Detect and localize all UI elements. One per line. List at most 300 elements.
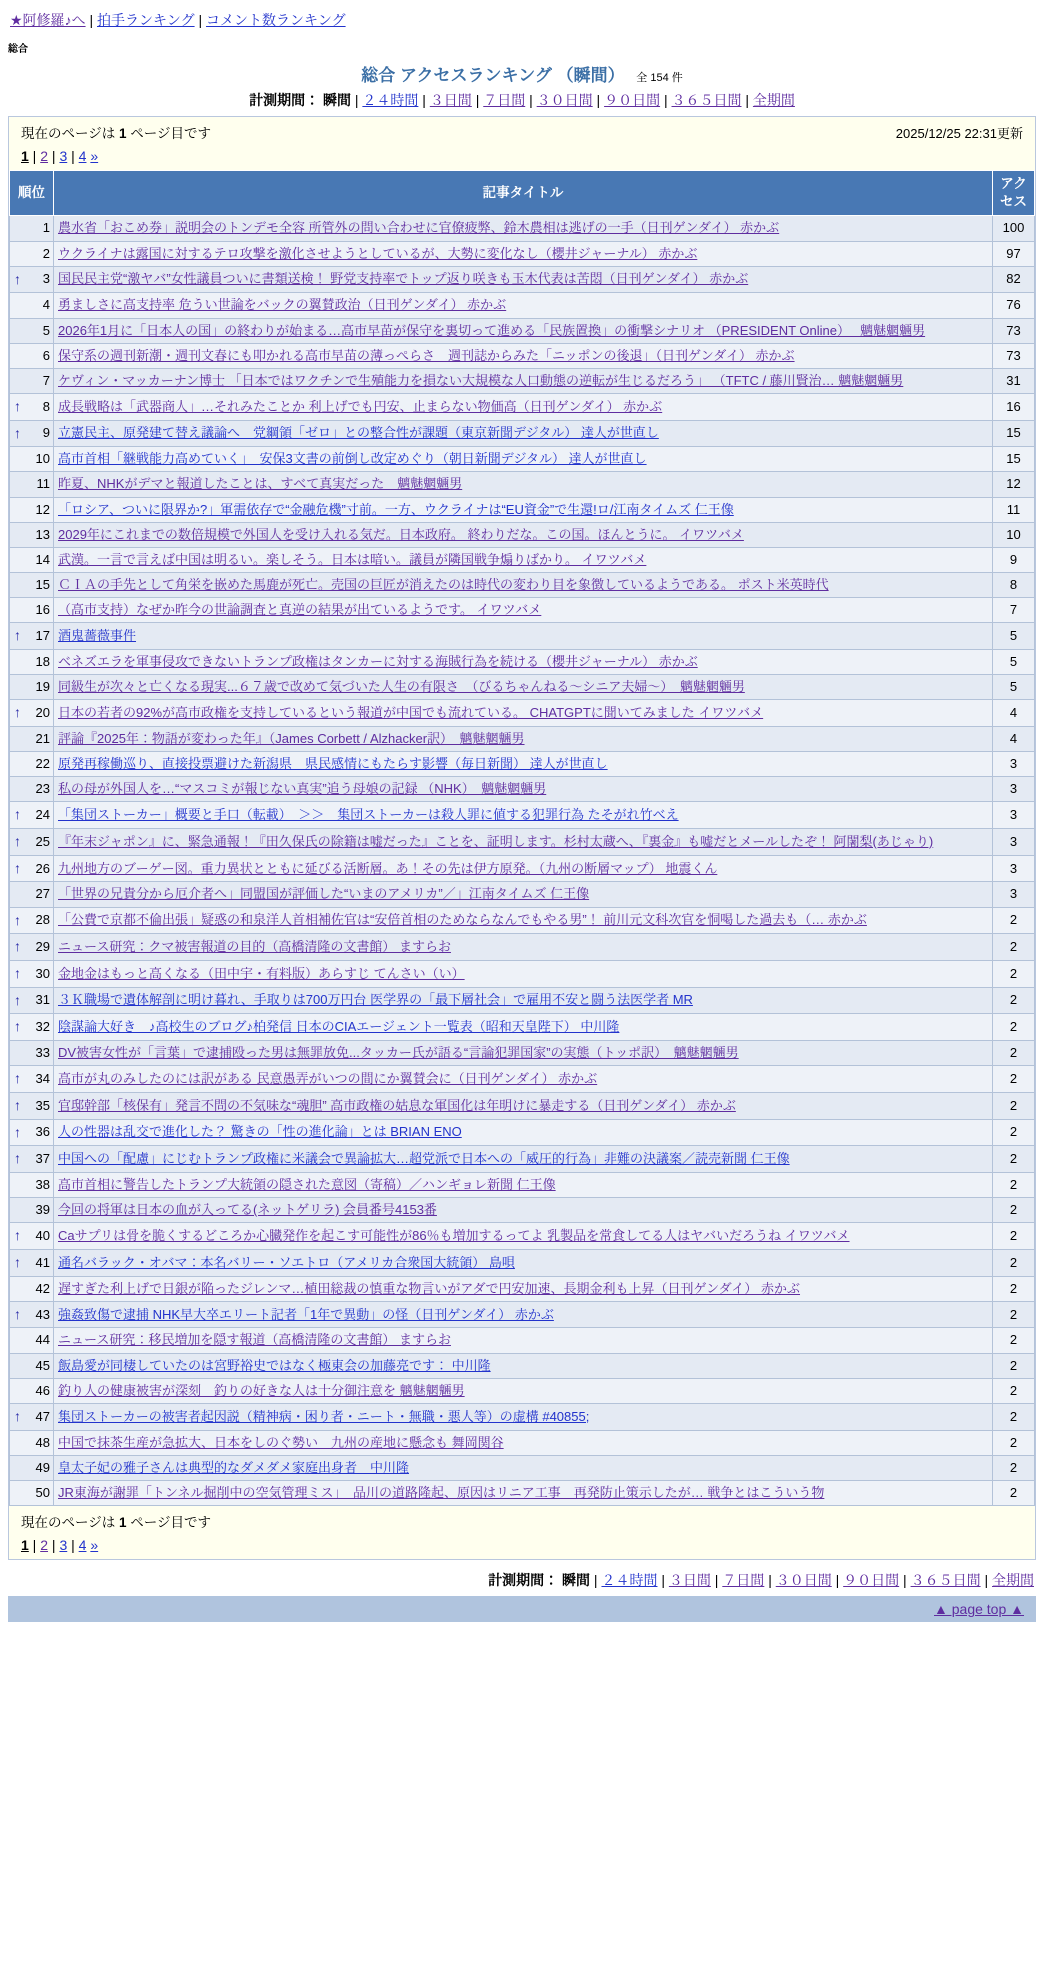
rank-number: 37 <box>35 1151 50 1167</box>
title-block <box>8 61 1036 86</box>
table-row <box>10 318 1035 343</box>
period-link[interactable]: ３日間 <box>429 92 472 108</box>
separator: | <box>590 1571 602 1588</box>
access-count: 82 <box>993 266 1035 293</box>
article-link[interactable]: 陰謀論大好き＿♪高校生のブログ♪柏発信 日本のCIAエージェント一覧表（昭和天皇陛下） 中川隆 <box>58 1019 620 1035</box>
rank-number: 13 <box>35 526 50 542</box>
title-cell <box>54 318 993 343</box>
table-row <box>10 1223 1035 1250</box>
separator: | <box>194 12 206 28</box>
article-link[interactable]: 「ロシア、ついに限界か?」軍需依存で“金融危機”寸前。一方、ウクライナは“EU資金”で生還!ロ/江南タイムズ 仁王像 <box>58 501 734 517</box>
table-row <box>10 1403 1035 1430</box>
title-cell <box>54 547 993 572</box>
article-link[interactable]: 金地金はもっと高くなる（田中宇・有料版）あらすじ てんさい（い） <box>58 965 465 981</box>
separator: | <box>418 92 430 108</box>
rank-up-arrow-icon: ↑ <box>14 1305 21 1322</box>
article-link[interactable]: 「世界の兄貴分から厄介者へ」同盟国が評価した“いまのアメリカ”／」江南タイムズ 仁王像 <box>58 886 590 902</box>
period-nav-bottom <box>8 1570 1034 1590</box>
article-link[interactable]: DV被害女性が「言葉」で逮捕殴った男は無罪放免...タッカー氏が語る“言論犯罪国家”の実態（トッポ訳） 魑魅魍魎男 <box>58 1045 739 1061</box>
access-count: 5 <box>993 623 1035 650</box>
rank-up-arrow-icon: ↑ <box>14 1407 21 1424</box>
rank-cell <box>10 1328 54 1353</box>
rank-cell <box>10 855 54 882</box>
article-link[interactable]: 高市首相に警告したトランプ大統領の隠された意図（寄稿）／ハンギョレ新聞 仁王像 <box>58 1176 556 1192</box>
table-row <box>10 1041 1035 1066</box>
info-line <box>21 122 1023 142</box>
rank-cell <box>10 1172 54 1197</box>
table-row <box>10 1146 1035 1173</box>
table-row <box>10 472 1035 497</box>
table-row <box>10 241 1035 266</box>
rank-number: 19 <box>35 679 50 695</box>
rank-up-arrow-icon: ↑ <box>14 1150 21 1167</box>
article-link[interactable]: 高市首相「継戦能力高めていく」 安保3文書の前倒し改定めぐり（朝日新聞デジタル） 達人が世直し <box>58 451 647 467</box>
page-link[interactable]: » <box>90 1536 99 1553</box>
title-cell <box>54 1014 993 1041</box>
rank-number: 1 <box>42 220 50 236</box>
article-link[interactable]: 釣り人の健康被害が深刻 釣りの好きな人は十分御注意を 魑魅魍魎男 <box>58 1382 465 1398</box>
access-count: 4 <box>993 726 1035 751</box>
article-link[interactable]: 飯島愛が同棲していたのは宮野裕史ではなく極東会の加藤亮です： 中川隆 <box>58 1357 491 1373</box>
title-cell <box>54 1301 993 1328</box>
access-count: 2 <box>993 1172 1035 1197</box>
article-link[interactable]: 高市が丸のみしたのには訳がある 民意愚弄がいつの間にか翼賛会に（日刊ゲンダイ） 赤かぶ <box>58 1070 598 1086</box>
access-count: 2 <box>993 1066 1035 1093</box>
access-count: 12 <box>993 472 1035 497</box>
article-link[interactable]: ケヴィン・マッカーナン博士 「日本ではワクチンで生殖能力を損ない大規模な人口動態の逆転が生じるだろう」 （TFTC / 藤川賢治… 魑魅魍魎男 <box>58 372 904 388</box>
rank-cell <box>10 1041 54 1066</box>
separator: | <box>741 92 753 108</box>
separator: | <box>67 148 79 164</box>
separator: | <box>592 92 605 108</box>
period-link[interactable]: 全期間 <box>752 92 795 108</box>
title-cell <box>54 472 993 497</box>
table-row <box>10 650 1035 675</box>
period-nav-items <box>562 1572 1034 1588</box>
rank-up-arrow-icon: ↑ <box>14 1018 21 1035</box>
rank-up-arrow-icon: ↑ <box>14 964 21 981</box>
rank-cell <box>10 573 54 598</box>
access-count: 2 <box>993 1041 1035 1066</box>
article-link[interactable]: 私の母が外国人を…“マスコミが報じない真実”追う母娘の記録 （NHK） 魑魅魍魎男 <box>58 781 547 797</box>
access-count: 31 <box>993 368 1035 393</box>
page-top-link[interactable]: ▲ page top ▲ <box>934 1600 1024 1617</box>
article-link[interactable]: ３Ｋ職場で遺体解剖に明け暮れ、手取りは700万円台 医学界の「最下層社会」で雇用不安と闘う法医学者 MR <box>58 992 693 1008</box>
access-count: 73 <box>993 343 1035 368</box>
table-row <box>10 960 1035 987</box>
access-count: 7 <box>993 598 1035 623</box>
access-count: 100 <box>993 216 1035 241</box>
title-cell <box>54 777 993 802</box>
rank-up-arrow-icon: ↑ <box>14 1253 21 1270</box>
article-link[interactable]: 官邸幹部「核保有」発言不問の不気味な“魂胆” 高市政権の姑息な軍国化は年明けに暴走する（日刊ゲンダイ） 赤かぶ <box>58 1097 736 1113</box>
page-link[interactable]: 3 <box>59 1536 68 1553</box>
rank-number: 5 <box>42 322 50 338</box>
rank-cell <box>10 934 54 961</box>
rank-cell <box>10 1403 54 1430</box>
article-link[interactable]: ウクライナは露国に対するテロ攻撃を激化させようとしているが、大勢に変化なし（櫻井ジャーナル） 赤かぶ <box>58 245 698 261</box>
page-title: 総合 アクセスランキング （瞬間） <box>361 66 625 85</box>
table-row <box>10 1455 1035 1480</box>
table-row <box>10 882 1035 907</box>
period-link[interactable]: 全期間 <box>992 1571 1034 1588</box>
period-nav-label: 計測期間： <box>488 1571 559 1588</box>
access-count: 2 <box>993 960 1035 987</box>
rank-cell <box>10 447 54 472</box>
page-top-bar <box>8 1596 1036 1622</box>
current-page-suffix: ページ目です <box>126 1514 211 1530</box>
access-count: 9 <box>993 547 1035 572</box>
table-row <box>10 1378 1035 1403</box>
page-link[interactable]: 2 <box>40 1536 49 1553</box>
article-link[interactable]: 2029年にこれまでの数倍規模で外国人を受け入れる気だ。日本政府。 終わりだな。この国。ほんとうに。 イワツバメ <box>58 526 744 542</box>
period-link[interactable]: ３６５日間 <box>910 1571 981 1588</box>
period-link[interactable]: ９０日間 <box>843 1571 900 1588</box>
period-nav-top <box>8 90 1036 110</box>
period-link: 瞬間 <box>562 1571 591 1588</box>
article-link[interactable]: 保守系の週刊新潮・週刊文春にも叩かれる高市早苗の薄っぺらさ 週刊誌からみた「ニッポンの後退」（日刊ゲンダイ） 赤かぶ <box>58 347 795 363</box>
title-cell <box>54 1092 993 1119</box>
title-cell <box>54 420 993 447</box>
rank-number: 45 <box>35 1357 50 1373</box>
rank-cell <box>10 241 54 266</box>
table-row <box>10 907 1035 934</box>
info-bar-top <box>9 117 1035 170</box>
period-link[interactable]: ７日間 <box>483 92 526 108</box>
rank-up-arrow-icon: ↑ <box>14 806 21 823</box>
title-cell <box>54 802 993 829</box>
rank-up-arrow-icon: ↑ <box>14 704 21 721</box>
table-row <box>10 547 1035 572</box>
article-link[interactable]: 『年末ジャポン』に、緊急通報！『田久保氏の除籍は嘘だった』ことを、証明します。杉村太蔵へ、『裏金』も嘘だとメールしたぞ！ 阿闍梨(あじゃり) <box>58 833 934 849</box>
rank-cell <box>10 1092 54 1119</box>
rank-up-arrow-icon: ↑ <box>14 833 21 850</box>
rank-number: 40 <box>35 1227 50 1243</box>
article-link[interactable]: 同級生が次々と亡くなる現実...６７歳で改めて気づいた人生の有限さ （びるちゃんねる～シニア夫婦～） 魑魅魍魎男 <box>58 679 745 695</box>
title-cell <box>54 960 993 987</box>
separator: | <box>350 92 363 108</box>
period-link[interactable]: ３日間 <box>668 1571 711 1588</box>
rank-up-arrow-icon: ↑ <box>14 1227 21 1244</box>
rank-number: 27 <box>35 886 50 902</box>
title-cell <box>54 497 993 522</box>
article-link[interactable]: 国民民主党“激ヤバ”女性議員ついに書類送検！ 野党支持率でトップ返り咲きも玉木代表は苦悶（日刊ゲンダイ） 赤かぶ <box>58 271 749 287</box>
title-cell <box>54 1328 993 1353</box>
article-link[interactable]: 遅すぎた利上げで日銀が陥ったジレンマ…植田総裁の慎重な物言いがアダで円安加速、長期金利も上昇（日刊ゲンダイ） 赤かぶ <box>58 1280 801 1296</box>
rank-up-arrow-icon: ↑ <box>14 938 21 955</box>
period-link[interactable]: ２４時間 <box>362 92 419 108</box>
nav-link-comment-ranking[interactable]: コメント数ランキング <box>206 12 346 28</box>
article-link[interactable]: （高市支持）なぜか昨今の世論調査と真逆の結果が出ているようです。 イワツバメ <box>58 602 542 618</box>
rank-cell <box>10 777 54 802</box>
rank-number: 42 <box>35 1280 50 1296</box>
title-cell <box>54 1066 993 1093</box>
rank-number: 2 <box>42 245 50 261</box>
page-link[interactable]: 2 <box>40 148 49 164</box>
rank-cell <box>10 420 54 447</box>
rank-number: 49 <box>35 1459 50 1475</box>
article-link[interactable]: 皇太子妃の雅子さんは典型的なダメダメ家庭出身者 中川隆 <box>58 1459 410 1475</box>
title-cell <box>54 1172 993 1197</box>
title-cell <box>54 987 993 1014</box>
page-link: 1 <box>21 148 29 164</box>
table-row <box>10 1066 1035 1093</box>
article-link[interactable]: JR東海が謝罪「トンネル掘削中の空気管理ミス」 品川の道路隆起、原因はリニア工事 再発防止策示したが… 戦争とはこういう物 <box>58 1484 825 1500</box>
rank-number: 30 <box>35 965 50 981</box>
access-count: 2 <box>993 1276 1035 1301</box>
title-cell <box>54 573 993 598</box>
period-link[interactable]: ９０日間 <box>604 92 661 108</box>
article-link[interactable]: 「公費で京都不倫出張」疑惑の和泉洋人首相補佐官は“安倍首相のためならなんでもやる男”！ 前川元文科次官を恫喝した過去も（… 赤かぶ <box>58 912 867 928</box>
separator: | <box>899 1571 911 1588</box>
title-cell <box>54 700 993 727</box>
article-link[interactable]: 農水省「おこめ券」説明会のトンデモ全容 所管外の問い合わせに官僚疲弊、鈴木農相は逃げの一手（日刊ゲンダイ） 赤かぶ <box>58 220 780 236</box>
page-link[interactable]: 3 <box>59 148 68 164</box>
access-count: 73 <box>993 318 1035 343</box>
pagination-top <box>21 148 1023 164</box>
updated-timestamp: 2025/12/25 22:31更新 <box>895 126 1023 141</box>
rank-up-arrow-icon: ↑ <box>14 991 21 1008</box>
table-header-row <box>10 171 1035 216</box>
table-row <box>10 293 1035 318</box>
page-link[interactable]: 4 <box>78 1536 87 1553</box>
separator: | <box>831 1571 844 1588</box>
ranking-table <box>9 170 1035 1506</box>
title-cell <box>54 241 993 266</box>
title-cell <box>54 623 993 650</box>
pagination-bottom <box>21 1537 1023 1553</box>
rank-number: 50 <box>35 1484 50 1500</box>
article-link[interactable]: 九州地方のブーゲー図。重力異状とともに延びる活断層。あ！その先は伊方原発。（九州の断層マップ） 地震くん <box>58 860 718 876</box>
current-page-number: 1 <box>118 126 127 141</box>
article-link[interactable]: 勇ましさに高支持率 危うい世論をバックの翼賛政治（日刊ゲンダイ） 赤かぶ <box>58 297 507 313</box>
rank-cell <box>10 1014 54 1041</box>
article-link[interactable]: 昨夏、NHKがデマと報道したことは、すべて真実だった 魑魅魍魎男 <box>58 476 463 492</box>
title-cell <box>54 829 993 856</box>
rank-number: 15 <box>35 577 50 593</box>
separator: | <box>525 92 537 108</box>
table-row <box>10 1092 1035 1119</box>
title-cell <box>54 1198 993 1223</box>
article-link[interactable]: 武漢。一言で言えば中国は明るい。楽しそう。日本は暗い。議員が隣国戦争煽りばかり。 イワツバメ <box>58 551 647 567</box>
article-link[interactable]: 通名バラック・オバマ：本名バリー・ソエトロ（アメリカ合衆国大統領） 島唄 <box>58 1254 515 1270</box>
table-row <box>10 987 1035 1014</box>
rank-number: 18 <box>35 654 50 670</box>
rank-number: 33 <box>35 1045 50 1061</box>
ranking-table-body <box>10 216 1035 1506</box>
article-link[interactable]: 人の性器は乱交で進化した？ 驚きの「性の進化論」とは BRIAN ENO <box>58 1124 462 1140</box>
rank-cell <box>10 1378 54 1403</box>
title-cell <box>54 343 993 368</box>
page-link[interactable]: » <box>90 148 99 164</box>
title-cell <box>54 1480 993 1505</box>
rank-number: 39 <box>35 1202 50 1218</box>
article-link[interactable]: 今回の将軍は日本の血が入ってる(ネットゲリラ) 会員番号4153番 <box>58 1202 437 1218</box>
access-count: 2 <box>993 1378 1035 1403</box>
rank-number: 34 <box>35 1070 50 1086</box>
article-link[interactable]: ベネズエラを軍事侵攻できないトランプ政権はタンカーに対する海賊行為を続ける（櫻井ジャーナル） 赤かぶ <box>58 654 698 670</box>
table-row <box>10 1328 1035 1353</box>
rank-number: 48 <box>35 1434 50 1450</box>
rank-number: 22 <box>35 756 50 772</box>
access-count: 3 <box>993 777 1035 802</box>
access-count: 5 <box>993 675 1035 700</box>
rank-cell <box>10 623 54 650</box>
info-bar-bottom <box>9 1506 1035 1559</box>
access-count: 2 <box>993 987 1035 1014</box>
rank-number: 3 <box>42 271 50 287</box>
rank-cell <box>10 266 54 293</box>
rank-cell <box>10 393 54 420</box>
rank-cell <box>10 1198 54 1223</box>
rank-number: 20 <box>35 705 50 721</box>
access-count: 97 <box>993 241 1035 266</box>
access-count: 2 <box>993 1119 1035 1146</box>
rank-cell <box>10 547 54 572</box>
title-cell <box>54 1353 993 1378</box>
separator: | <box>67 1536 79 1553</box>
rank-up-arrow-icon: ↑ <box>14 911 21 928</box>
article-link[interactable]: ニュース研究：クマ被害報道の目的（高橋清隆の文書館） ますらお <box>58 939 451 955</box>
separator: | <box>657 1571 669 1588</box>
table-row <box>10 1119 1035 1146</box>
access-count: 2 <box>993 1198 1035 1223</box>
title-cell <box>54 522 993 547</box>
current-page-text <box>21 1511 211 1531</box>
title-cell <box>54 726 993 751</box>
title-cell <box>54 650 993 675</box>
table-row <box>10 266 1035 293</box>
article-link[interactable]: 集団ストーカーの被害者起因説（精神病・困り者・ニート・無職・悪人等）の虚構 #40855; <box>58 1408 590 1424</box>
info-line <box>21 1511 1023 1531</box>
rank-up-arrow-icon: ↑ <box>14 1070 21 1087</box>
period-nav-items <box>323 92 795 108</box>
table-row <box>10 855 1035 882</box>
table-row <box>10 934 1035 961</box>
rank-cell <box>10 522 54 547</box>
rank-cell <box>10 1480 54 1505</box>
page-link: 1 <box>21 1536 29 1553</box>
rank-number: 31 <box>35 992 50 1008</box>
page-link[interactable]: 4 <box>78 148 87 164</box>
rank-cell <box>10 1223 54 1250</box>
title-cell <box>54 293 993 318</box>
rank-number: 10 <box>35 451 50 467</box>
period-link[interactable]: ７日間 <box>722 1571 765 1588</box>
title-cell <box>54 393 993 420</box>
separator: | <box>28 148 41 164</box>
rank-number: 36 <box>35 1124 50 1140</box>
article-link[interactable]: 酒鬼薔薇事件 <box>58 628 137 644</box>
article-link[interactable]: 2026年1月に「日本人の国」の終わりが始まる…高市早苗が保守を裏切って進める「民族置換」の衝撃シナリオ （PRESIDENT Online） 魑魅魍魎男 <box>58 322 926 338</box>
article-link[interactable]: ＣＩＡの手先として角栄を嵌めた馬鹿が死亡。売国の巨匠が消えたのは時代の変わり目を象徴しているようである。 ポスト米英時代 <box>58 577 829 593</box>
total-count: 全 154 件 <box>636 72 683 84</box>
current-page-number: 1 <box>118 1514 127 1530</box>
nav-link-clap-ranking[interactable]: 拍手ランキング <box>96 12 195 28</box>
article-link[interactable]: 成長戦略は「武器商人」…それみたことか 利上げでも円安、止まらない物価高（日刊ゲンダイ） 赤かぶ <box>58 398 663 414</box>
top-nav <box>8 8 1036 38</box>
rank-number: 44 <box>35 1332 50 1348</box>
rank-number: 28 <box>35 912 50 928</box>
article-link[interactable]: 中国で抹茶生産が急拡大、日本をしのぐ勢い 九州の産地に懸念も 舞岡関谷 <box>58 1434 504 1450</box>
title-cell <box>54 907 993 934</box>
rank-number: 26 <box>35 860 50 876</box>
rank-number: 41 <box>35 1254 50 1270</box>
rank-cell <box>10 1353 54 1378</box>
table-row <box>10 700 1035 727</box>
title-cell <box>54 598 993 623</box>
separator: | <box>710 1571 723 1588</box>
rank-cell <box>10 1066 54 1093</box>
article-link[interactable]: 評論『2025年：物語が変わった年』（James Corbett / Alzhacker訳） 魑魅魍魎男 <box>58 730 525 746</box>
access-count: 8 <box>993 573 1035 598</box>
title-cell <box>54 1041 993 1066</box>
article-link[interactable]: 「集団ストーカー」概要と手口（転載） ＞＞ 集団ストーカーは殺人罪に値する犯罪行為 たそがれ竹べえ <box>58 807 679 823</box>
rank-number: 46 <box>35 1382 50 1398</box>
rank-up-arrow-icon: ↑ <box>14 397 21 414</box>
period-link[interactable]: ３０日間 <box>536 92 593 108</box>
current-page-prefix: 現在のページは <box>21 1514 119 1530</box>
rank-number: 47 <box>35 1408 50 1424</box>
separator: | <box>28 1536 41 1553</box>
table-row <box>10 1353 1035 1378</box>
period-link[interactable]: ３６５日間 <box>671 92 742 108</box>
table-row <box>10 675 1035 700</box>
rank-up-arrow-icon: ↑ <box>14 1123 21 1140</box>
period-link[interactable]: ３０日間 <box>775 1571 832 1588</box>
access-count: 15 <box>993 447 1035 472</box>
access-count: 2 <box>993 1092 1035 1119</box>
title-cell <box>54 216 993 241</box>
rank-cell <box>10 1276 54 1301</box>
article-link[interactable]: 日本の若者の92%が高市政権を支持しているという報道が中国でも流れている。 CHATGPTに聞いてみました イワツバメ <box>58 705 764 721</box>
rank-cell <box>10 650 54 675</box>
rank-up-arrow-icon: ↑ <box>14 859 21 876</box>
rank-number: 32 <box>35 1019 50 1035</box>
nav-link-asyura-home[interactable]: ★阿修羅♪へ <box>10 12 86 28</box>
separator: | <box>85 12 97 28</box>
article-link[interactable]: 原発再稼働巡り、直接投票避けた新潟県 県民感情にもたらす影響（毎日新聞） 達人が世直し <box>58 756 608 772</box>
article-link[interactable]: ニュース研究：移民増加を隠す報道（高橋清隆の文書館） ますらお <box>58 1332 451 1348</box>
column-header-title: 記事タイトル <box>54 171 993 216</box>
table-row <box>10 447 1035 472</box>
rank-number: 43 <box>35 1306 50 1322</box>
title-cell <box>54 1403 993 1430</box>
title-cell <box>54 752 993 777</box>
article-link[interactable]: Caサプリは骨を脆くするどころか心臓発作を起こす可能性が86％も増加するってよ 乳製品を常食してる人はヤバいだろうね イワツバメ <box>58 1227 850 1243</box>
article-link[interactable]: 強姦致傷で逮捕 NHK早大卒エリート記者「1年で異動」の怪（日刊ゲンダイ） 赤かぶ <box>58 1306 554 1322</box>
rank-cell <box>10 318 54 343</box>
rank-cell <box>10 987 54 1014</box>
separator: | <box>660 92 672 108</box>
rank-number: 23 <box>35 781 50 797</box>
rank-cell <box>10 829 54 856</box>
rank-cell <box>10 700 54 727</box>
article-link[interactable]: 立憲民主、原発建て替え議論へ 党綱領「ゼロ」との整合性が課題（東京新聞デジタル） 達人が世直し <box>58 425 659 441</box>
access-count: 2 <box>993 1223 1035 1250</box>
table-row <box>10 420 1035 447</box>
rank-up-arrow-icon: ↑ <box>14 627 21 644</box>
period-link[interactable]: ２４時間 <box>601 1571 658 1588</box>
period-link: 瞬間 <box>322 92 351 108</box>
rank-cell <box>10 343 54 368</box>
article-link[interactable]: 中国への「配慮」にじむトランプ政権に米議会で異論拡大…超党派で日本への「威圧的行為」非難の決議案／読売新聞 仁王像 <box>58 1151 790 1167</box>
title-cell <box>54 1430 993 1455</box>
table-row <box>10 1014 1035 1041</box>
column-header-access: アクセス <box>993 171 1035 216</box>
table-row <box>10 216 1035 241</box>
rank-number: 21 <box>35 730 50 746</box>
